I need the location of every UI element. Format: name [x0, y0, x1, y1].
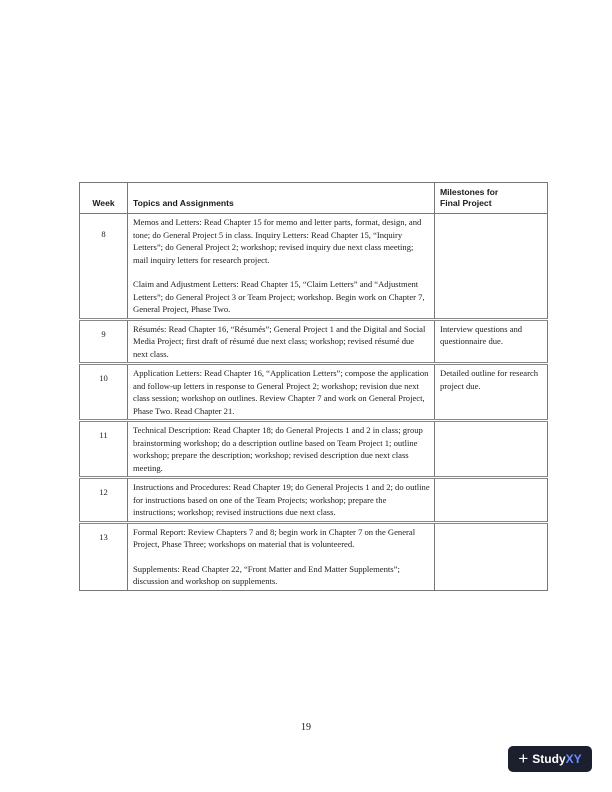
schedule-table [79, 182, 548, 591]
week-cell: 9 [80, 319, 128, 364]
topic-paragraph: Memos and Letters: Read Chapter 15 for memo and letter parts, format, design, and tone; do General Project 5 in class. Inquiry Letters: Read Chapter 15, “Inquiry Letters”; do General Project 2; workshop; revised inquiry due next class meeting; mail inquiry letters for research project. [133, 217, 422, 265]
topic-paragraph: Instructions and Procedures: Read Chapter 19; do General Projects 1 and 2; do outline for instructions based on one of the Team Projects; workshop; prepare the instructions; workshop; revised instructions due next class. [133, 482, 430, 517]
topics-cell [128, 421, 435, 478]
week-cell: 13 [80, 522, 128, 590]
topics-cell [128, 364, 435, 421]
header-topics: Topics and Assignments [128, 183, 435, 214]
week-cell: 10 [80, 364, 128, 421]
header-milestones [435, 183, 548, 214]
topics-cell [128, 522, 435, 590]
table-row [80, 478, 548, 523]
milestone-cell [435, 522, 548, 590]
milestone-cell [435, 421, 548, 478]
week-cell: 12 [80, 478, 128, 523]
table-row [80, 364, 548, 421]
brand-name-part1: Study [532, 752, 566, 766]
table-header-row [80, 183, 548, 214]
milestone-cell: Detailed outline for research project due. [435, 364, 548, 421]
topic-paragraph: Application Letters: Read Chapter 16, “Application Letters”; compose the application and follow-up letters in response to General Project 2; workshop; revision due next class session; workshop on outlines. Review Chapter 7 and work on General Project, Phase Two. Read Chapter 21. [133, 368, 429, 416]
topics-cell [128, 478, 435, 523]
topic-paragraph: Résumés: Read Chapter 16, “Résumés”; General Project 1 and the Digital and Social Media Project; first draft of résumé due next class; workshop; revised résumé due next class. [133, 323, 426, 359]
table-row [80, 214, 548, 320]
brand-name [532, 752, 581, 766]
topic-paragraph: Supplements: Read Chapter 22, “Front Matter and End Matter Supplements”; discussion and workshop on supplements. [133, 563, 400, 586]
brand-name-part2: XY [565, 752, 582, 766]
header-milestones-line1: Milestones for [440, 187, 499, 197]
week-cell: 11 [80, 421, 128, 478]
studyxy-badge[interactable] [508, 746, 592, 772]
topic-paragraph: Formal Report: Review Chapters 7 and 8; begin work in Chapter 7 on the General Project, Phase Three; workshops on material that is volunteered. [133, 526, 416, 549]
table-row [80, 522, 548, 590]
topics-cell [128, 319, 435, 364]
week-cell: 8 [80, 214, 128, 320]
plus-icon: + [518, 748, 529, 768]
topic-paragraph: Technical Description: Read Chapter 18; do General Projects 1 and 2 in class; group brainstorming workshop; do a description outline based on Team Project 1; outline workshop; prepare the description; workshop; revised description due next class meeting. [133, 425, 423, 473]
header-week: Week [80, 183, 128, 214]
milestone-cell [435, 478, 548, 523]
header-milestones-line2: Final Project [440, 198, 492, 208]
topic-paragraph: Claim and Adjustment Letters: Read Chapter 15, “Claim Letters” and “Adjustment Letters”; do General Project 3 or Team Project; workshop. Begin work on Chapter 7, General Project, Phase Two. [133, 279, 425, 314]
milestone-cell [435, 214, 548, 320]
page-number: 19 [301, 722, 311, 733]
milestone-cell: Interview questions and questionnaire due. [435, 319, 548, 364]
topics-cell [128, 214, 435, 320]
table-row [80, 421, 548, 478]
table-row [80, 319, 548, 364]
